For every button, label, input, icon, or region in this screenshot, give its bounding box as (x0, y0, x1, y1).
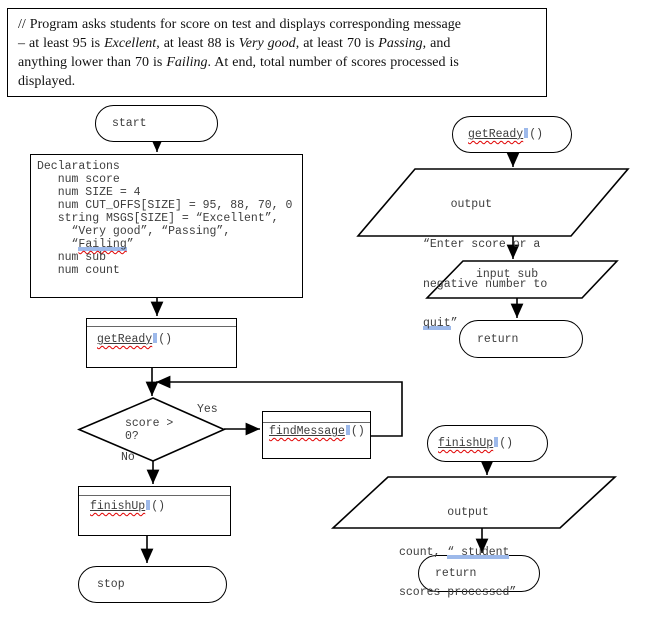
method-parens: () (350, 425, 365, 438)
declaration-line: num count (37, 264, 120, 277)
get-ready-module-terminal (452, 116, 572, 153)
method-name: finishUp (438, 437, 494, 450)
finish-up-title (438, 437, 513, 450)
count-prefix: count, (399, 546, 448, 560)
student-marked: “ student (447, 546, 510, 560)
grammar-mark (153, 333, 157, 343)
output-line: scores processed” (399, 585, 517, 599)
grammar-mark (146, 500, 150, 510)
method-name: findMessage (269, 425, 345, 438)
declaration-line-failing (37, 238, 302, 251)
output-line: output (423, 198, 493, 212)
finish-up-call-label (90, 500, 230, 513)
decision-line: score > (125, 417, 174, 430)
failing-word-marked: Failing (78, 238, 127, 251)
method-parens: () (499, 437, 514, 450)
output-count-text (399, 480, 516, 625)
get-ready-call-box (86, 318, 237, 368)
output-prompt-text (423, 172, 547, 357)
failing-suffix: ” (126, 238, 134, 251)
find-message-call-box (262, 411, 371, 459)
decision-line: 0? (125, 430, 139, 444)
declaration-line: num SIZE = 4 (37, 186, 141, 199)
yes-label: Yes (197, 403, 218, 416)
comment-line: anything lower than 70 is Failing. At end, total number of scores processed is (18, 55, 459, 70)
failing-prefix: “ (37, 238, 79, 251)
method-name: getReady (97, 333, 153, 346)
module-stripe (263, 422, 370, 423)
start-label: start (112, 117, 147, 130)
find-message-call-label (269, 425, 370, 438)
comment-line: – at least 95 is Excellent, at least 88 is Very good, at least 70 is Passing, and (18, 36, 451, 51)
get-ready-call-label (97, 333, 236, 346)
output-line: “Enter score or a (423, 238, 541, 252)
grammar-mark (524, 128, 528, 138)
comment-line: // Program asks students for score on test and displays corresponding message (18, 17, 461, 32)
no-label: No (121, 451, 135, 464)
declaration-line: num sub (37, 251, 107, 264)
grammar-mark (494, 437, 498, 447)
declaration-line: string MSGS[SIZE] = “Excellent”, (37, 212, 279, 225)
grammar-mark (346, 425, 350, 435)
declaration-line: “Very good”, “Passing”, (37, 225, 231, 238)
method-parens: () (529, 128, 544, 141)
return-label: return (477, 332, 519, 346)
output-line: negative number to (423, 277, 548, 291)
output-line-count (399, 546, 516, 559)
stop-label: stop (97, 578, 125, 591)
return-label: return (435, 567, 477, 580)
get-ready-title (468, 128, 543, 141)
input-sub-text: input sub (476, 268, 539, 281)
method-parens: () (151, 500, 166, 513)
method-name: finishUp (90, 500, 146, 513)
declaration-line: num CUT_OFFS[SIZE] = 95, 88, 70, 0 (37, 199, 293, 212)
quit-word-marked: quit (423, 317, 451, 331)
declaration-line: Declarations (37, 160, 120, 173)
method-name: getReady (468, 128, 524, 141)
finish-up-call-box (78, 486, 231, 536)
declarations-box (30, 154, 303, 298)
declaration-line: num score (37, 173, 120, 186)
close-quote: ” (450, 317, 458, 331)
output-line: output (399, 506, 489, 520)
method-parens: () (158, 333, 173, 346)
module-stripe (79, 495, 230, 496)
output-line-quit (423, 317, 547, 330)
comment-line: displayed. (18, 74, 76, 89)
module-stripe (87, 326, 236, 327)
stop-terminal (78, 566, 227, 603)
start-terminal (95, 105, 218, 142)
decision-label (125, 417, 173, 443)
finish-up-module-terminal (427, 425, 548, 462)
